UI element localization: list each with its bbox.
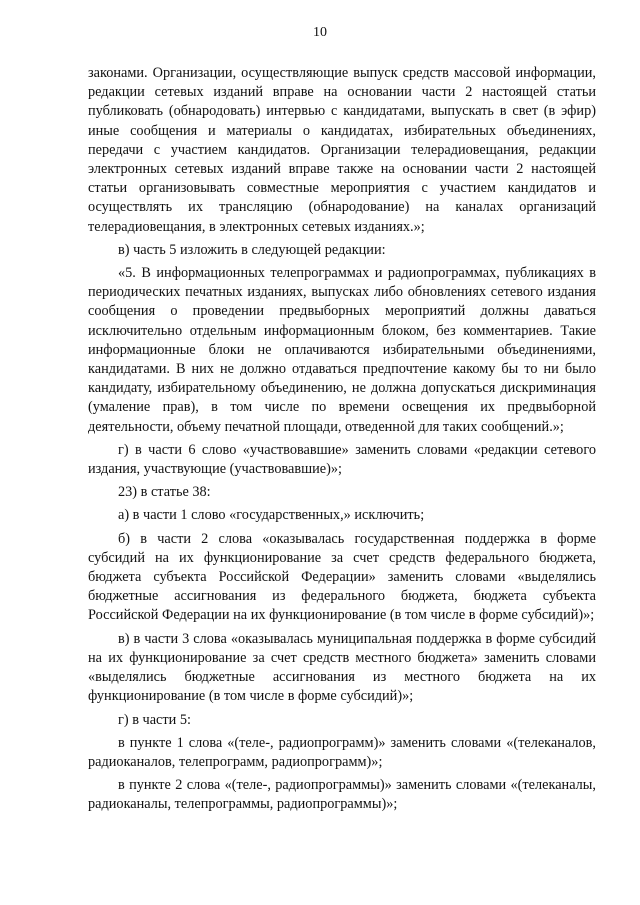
paragraph-quoted-part-5: «5. В информационных телепрограммах и радиопрограммах, публикациях в периодических печатных изданиях, выпусках либо обновлениях сетевого издания сообщения о проведении предвыборных мероприятий должны даваться исключительно отдельным информационным блоком, без комментариев. Такие информационные блоки не оплачиваются избирательными объединениями, кандидатами. В них не должно отдаваться предпочтение какому бы то ни было кандидату, избирательному объединению, не должна допускаться дискриминация (умаление прав), в том числе по времени освещения их предвыборной деятельности, объему печатной площади, отведенной для таких сообщений.»; xyxy=(88,265,596,435)
paragraph-item-a: а) в части 1 слово «государственных,» исключить; xyxy=(118,507,425,524)
paragraph-item-23: 23) в статье 38: xyxy=(118,484,211,501)
paragraph-item-g-part-5: г) в части 5: xyxy=(118,711,191,728)
paragraph-item-v-part-3: в) в части 3 слова «оказывалась муниципальная поддержка в форме субсидий на их функционирование за счет средств местного бюджета» заменить словами «выделялись бюджетные ассигнования из местного бюджета на их функционирование (в том числе в форме субсидий)»; xyxy=(88,630,596,705)
paragraph-item-b: б) в части 2 слова «оказывалась государственная поддержка в форме субсидий на их функционирование за счет средств федерального бюджета, бюджета субъекта Российской Федерации» заменить словами «выделялись бюджетные ассигнования из федерального бюджета, бюджета субъекта Российской Федерации на их функционирование (в том числе в форме субсидий)»; xyxy=(88,530,596,624)
paragraph-item-g: г) в части 6 слово «участвовавшие» заменить словами «редакции сетевого издания, участвующие (участвовавшие)»; xyxy=(88,441,596,478)
page-number: 10 xyxy=(313,25,327,40)
paragraph-point-2: в пункте 2 слова «(теле-, радиопрограммы)» заменить словами «(телеканалы, радиоканалы, телепрограммы, радиопрограммы)»; xyxy=(88,777,596,813)
paragraph-item-v: в) часть 5 изложить в следующей редакции: xyxy=(118,241,386,258)
paragraph-point-1: в пункте 1 слова «(теле-, радиопрограмм)» заменить словами «(телеканалов, радиоканалов, телепрограмм, радиопрограмм)»; xyxy=(88,734,596,770)
document-body xyxy=(88,64,596,819)
paragraph-continuation: законами. Организации, осуществляющие выпуск средств массовой информации, редакции сетевых изданий вправе на основании части 2 настоящей статьи публиковать (обнародовать) интервью с кандидатами, выпускать в свет (в эфир) иные сообщения и материалы о кандидатах, избирательных объединениях, передачи с участием кандидатов. Организации телерадиовещания, редакции электронных сетевых изданий вправе также на основании части 2 настоящей статьи организовывать совместные мероприятия с участием кандидатов и осуществлять их трансляцию (обнародование) на каналах организаций телерадиовещания, в электронных сетевых изданиях.»; xyxy=(88,65,596,235)
